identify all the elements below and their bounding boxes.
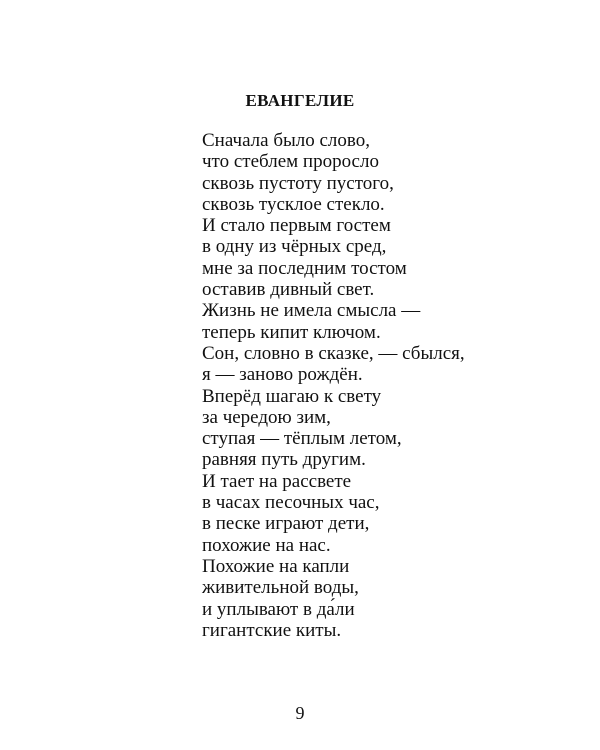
poem-line: за чередою зим, bbox=[202, 406, 331, 428]
poem-line: и уплывают в да́ли bbox=[202, 598, 355, 620]
poem-body bbox=[202, 130, 465, 641]
poem-line: в песке играют дети, bbox=[202, 513, 370, 535]
poem-line: что стеблем проросло bbox=[202, 151, 379, 173]
poem-line: Вперёд шагаю к свету bbox=[202, 385, 382, 407]
poem-line: Жизнь не имела смысла — bbox=[202, 300, 421, 322]
poem-line: Сон, словно в сказке, — сбылся, bbox=[202, 342, 465, 364]
poem-line: И стало первым гостем bbox=[202, 215, 391, 237]
poem-line: похожие на нас. bbox=[202, 534, 331, 556]
poem-line: живительной воды, bbox=[202, 577, 359, 599]
poem-line: мне за последним тостом bbox=[202, 257, 407, 279]
poem-line: я — заново рождён. bbox=[202, 364, 363, 386]
poem-line: в часах песочных час, bbox=[202, 492, 380, 514]
poem-line: гигантские киты. bbox=[202, 619, 342, 641]
poem-line: в одну из чёрных сред, bbox=[202, 236, 387, 258]
page-number: 9 bbox=[295, 703, 305, 723]
poem-line: сквозь тусклое стекло. bbox=[202, 193, 385, 215]
poem-line: Сначала было слово, bbox=[202, 130, 371, 151]
poem-title: ЕВАНГЕЛИЕ bbox=[245, 91, 355, 110]
poem-line: сквозь пустоту пустого, bbox=[202, 172, 394, 194]
poem-line: теперь кипит ключом. bbox=[202, 321, 381, 343]
poem-line: Похожие на капли bbox=[202, 555, 350, 577]
poem-line: И тает на рассвете bbox=[202, 470, 352, 492]
poem-line: оставив дивный свет. bbox=[202, 279, 375, 301]
poem-line: ступая — тёплым летом, bbox=[202, 428, 402, 450]
poem-line: равняя путь другим. bbox=[202, 449, 366, 471]
